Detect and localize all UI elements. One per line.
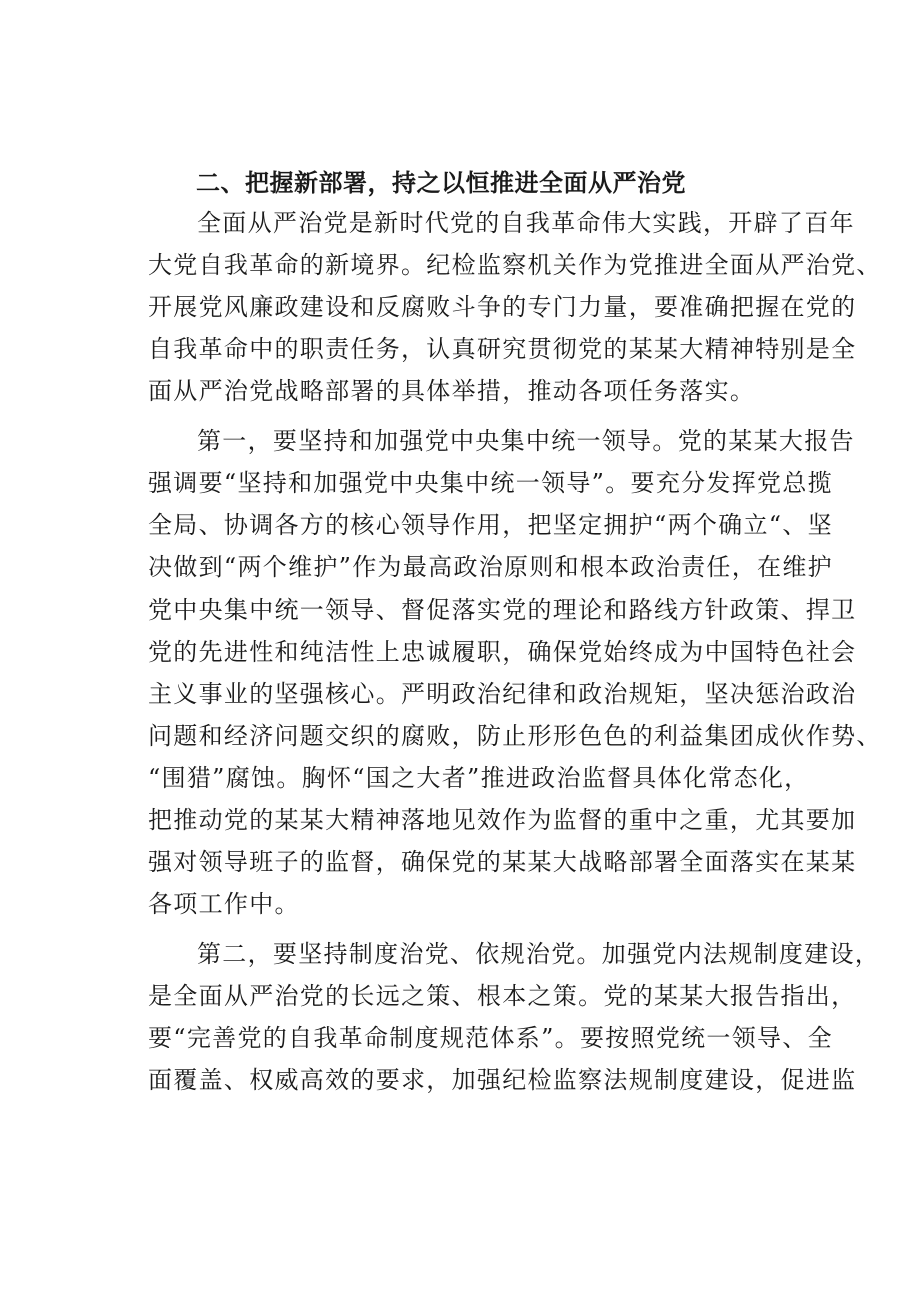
paragraph-line: 大党自我革命的新境界。纪检监察机关作为党推进全面从严治党、 [148,251,882,279]
paragraph-line: 第二，要坚持制度治党、依规治党。加强党内法规制度建设， [197,940,881,968]
paragraph-line: “围猎”腐蚀。胸怀“国之大者”推进政治监督具体化常态化， [148,764,810,792]
paragraph-line: 把推动党的某某大精神落地见效作为监督的重中之重，尤其要加 [148,806,857,834]
paragraph-line: 问题和经济问题交织的腐败，防止形形色色的利益集团成伙作势、 [148,722,882,750]
paragraph-line: 自我革命中的职责任务，认真研究贯彻党的某某大精神特别是全 [148,335,857,363]
paragraph-line: 决做到“两个维护”作为最高政治原则和根本政治责任，在维护 [148,553,833,581]
paragraph-line: 强对领导班子的监督，确保党的某某大战略部署全面落实在某某 [148,848,857,876]
paragraph-line: 全局、协调各方的核心领导作用，把坚定拥护“两个确立“、坚 [148,511,833,539]
paragraph-line: 各项工作中。 [148,890,300,918]
paragraph-line: 党中央集中统一领导、督促落实党的理论和路线方针政策、捍卫 [148,596,857,624]
paragraph-line: 强调要“坚持和加强党中央集中统一领导”。要充分发挥党总揽 [148,469,833,497]
paragraph-line: 面从严治党战略部署的具体举措，推动各项任务落实。 [148,377,756,405]
paragraph-line: 党的先进性和纯洁性上忠诚履职，确保党始终成为中国特色社会 [148,638,857,666]
paragraph-line: 是全面从严治党的长远之策、根本之策。党的某某大报告指出， [148,982,857,1010]
paragraph-line: 面覆盖、权威高效的要求，加强纪检监察法规制度建设，促进监 [148,1066,857,1094]
section-heading: 二、把握新部署，持之以恒推进全面从严治党 [196,169,686,197]
paragraph-line: 第一，要坚持和加强党中央集中统一领导。党的某某大报告 [197,427,855,455]
paragraph-line: 开展党风廉政建设和反腐败斗争的专门力量，要准确把握在党的 [148,293,857,321]
paragraph-line: 要“完善党的自我革命制度规范体系”。要按照党统一领导、全 [148,1024,833,1052]
paragraph-line: 主义事业的坚强核心。严明政治纪律和政治规矩，坚决惩治政治 [148,680,857,708]
paragraph-line: 全面从严治党是新时代党的自我革命伟大实践，开辟了百年 [197,209,855,237]
